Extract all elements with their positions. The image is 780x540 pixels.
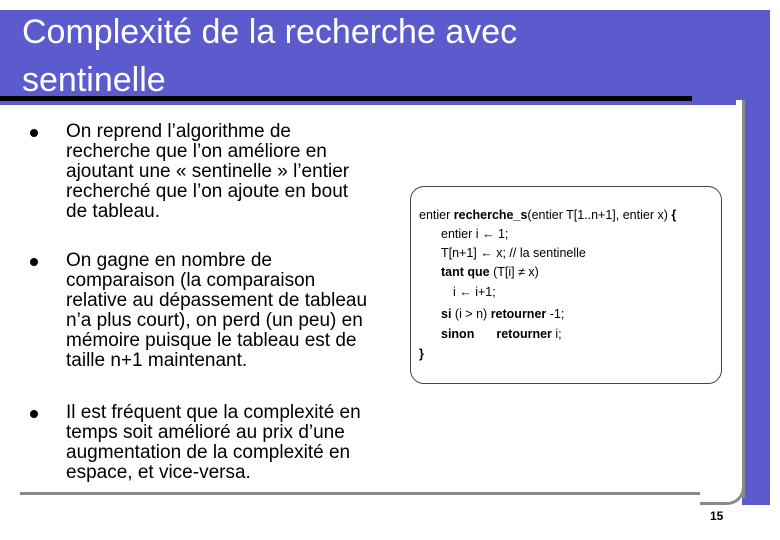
code-keyword: retourner (496, 327, 552, 341)
code-line (441, 307, 564, 321)
code-keyword: tant que (441, 265, 490, 279)
code-keyword: si (441, 307, 452, 321)
code-text: -1; (546, 307, 565, 321)
code-keyword: sinon (441, 327, 475, 341)
frame-corner (700, 480, 745, 505)
bullet-dot-icon (30, 258, 38, 266)
slide-title: Complexité de la recherche avec sentinelle (22, 13, 518, 99)
code-text: (i > n) (451, 307, 491, 321)
code-line-signature (419, 208, 676, 222)
code-brace: { (671, 208, 677, 222)
code-line (441, 265, 539, 279)
code-line (441, 327, 562, 341)
bullet-text: On reprend l’algorithme de recherche que l’on améliore en ajoutant une « sentinelle » l’entier recherché que l’on ajoute en bout de tableau. (66, 121, 350, 222)
bullet-dot-icon (30, 129, 38, 137)
code-text: entier (419, 208, 454, 222)
code-text: (T[i] ≠ x) (489, 265, 539, 279)
code-closing-brace: } (419, 347, 424, 361)
bullet-text: On gagne en nombre de comparaison (la comparaison relative au dépassement de tableau n’a plus court), on perd (un peu) en mémoire puisque le tableau est de taille n+1 maintenant. (66, 250, 368, 371)
code-line: T[n+1] ← x; // la sentinelle (441, 246, 586, 260)
page-number: 15 (710, 509, 724, 523)
code-keyword: retourner (490, 307, 547, 321)
code-line: entier i ← 1; (441, 227, 509, 241)
code-text: i; (551, 327, 562, 341)
code-function-name: recherche_s (453, 208, 528, 222)
frame-bottom-edge (20, 492, 742, 495)
code-text: (entier T[1..n+1], entier x) (527, 208, 672, 222)
frame-right-edge (736, 100, 745, 498)
bullet-dot-icon (30, 410, 38, 418)
bullet-text: Il est fréquent que la complexité en temps soit amélioré au prix d’une augmentation de la complexité en espace, et vice-versa. (66, 402, 361, 483)
code-block (410, 186, 722, 384)
side-banner (742, 10, 770, 505)
code-line: i ← i+1; (453, 285, 496, 299)
